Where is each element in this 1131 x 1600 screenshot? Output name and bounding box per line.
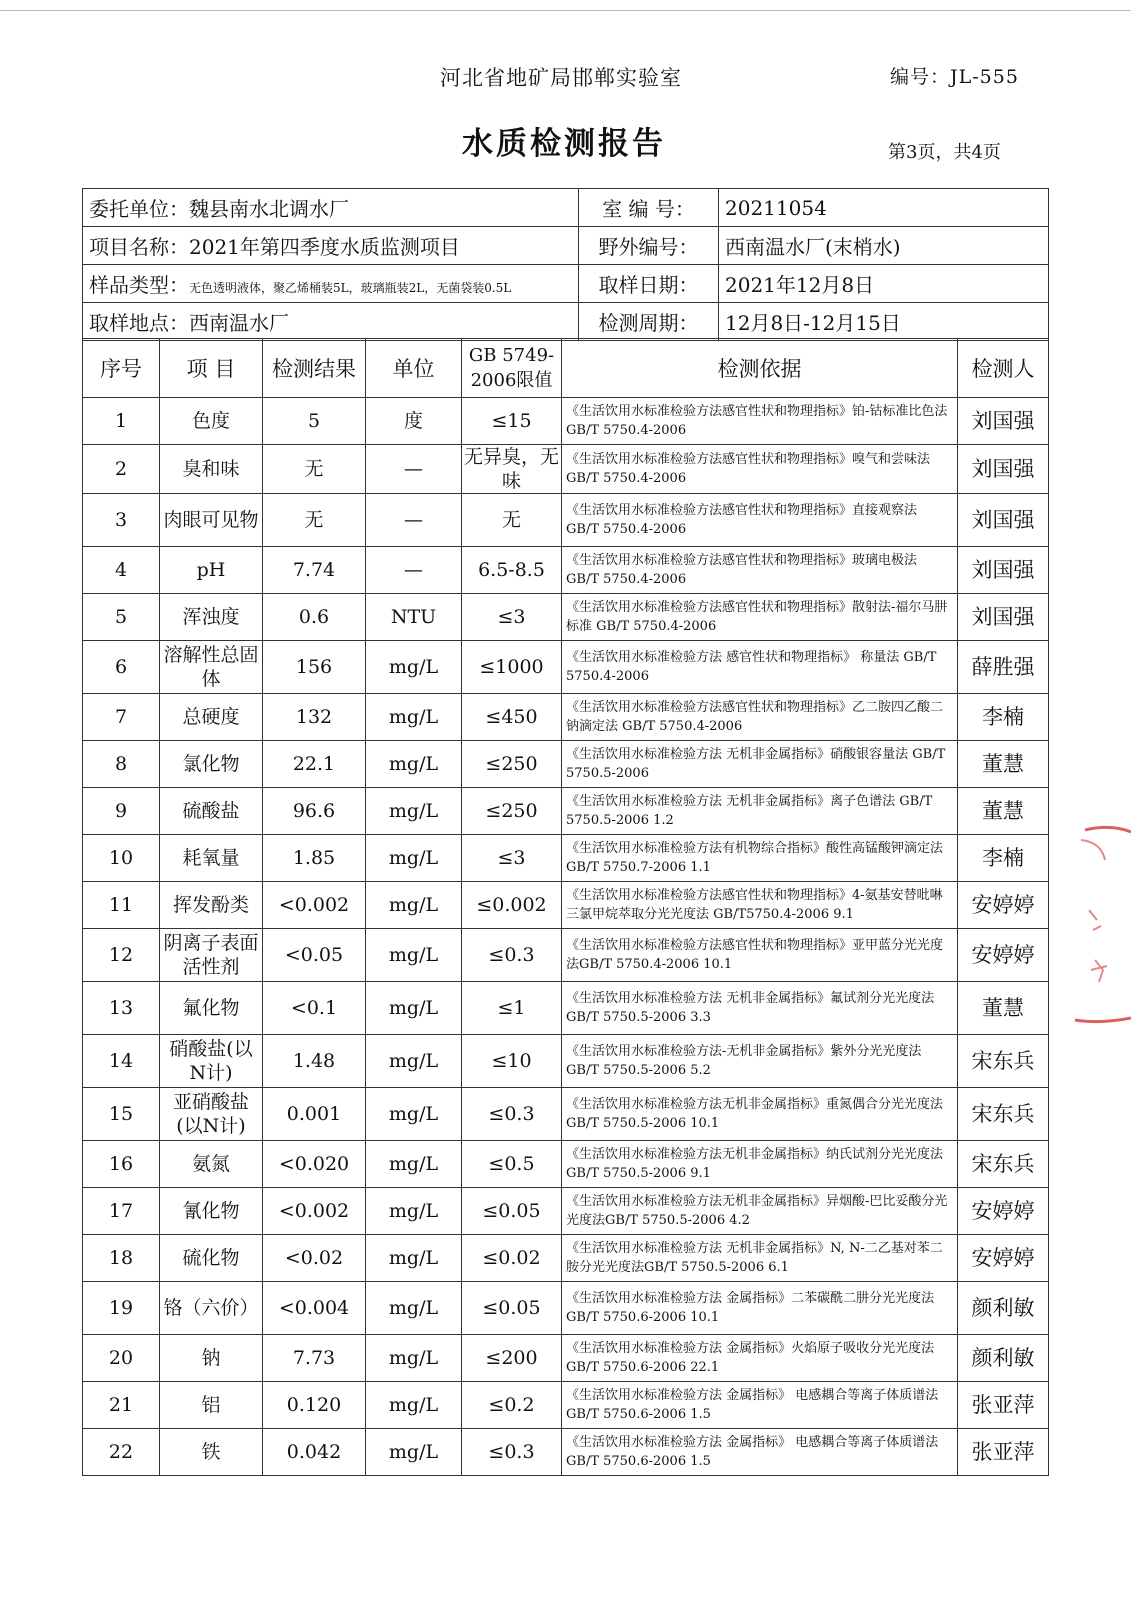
unit-value: mg/L (366, 1235, 462, 1282)
item-name: 溶解性总固体 (160, 641, 263, 694)
result-value: <0.002 (263, 1188, 366, 1235)
result-value: 1.85 (263, 835, 366, 882)
table-row (83, 1188, 1049, 1235)
limit-value: ≤1000 (462, 641, 562, 694)
tester-name: 董慧 (958, 741, 1049, 788)
limit-value: ≤0.3 (462, 1429, 562, 1476)
top-rule (0, 10, 1131, 11)
row-number: 14 (83, 1035, 160, 1088)
table-row (83, 445, 1049, 494)
col-header-result: 检测结果 (263, 339, 366, 398)
date-value: 2021年12月8日 (719, 265, 1049, 303)
result-value: 0.001 (263, 1088, 366, 1141)
item-name: 氟化物 (160, 982, 263, 1035)
table-row (83, 835, 1049, 882)
item-name: pH (160, 547, 263, 594)
site-label: 取样地点： (89, 311, 189, 335)
item-name: 阴离子表面活性剂 (160, 929, 263, 982)
limit-value: ≤450 (462, 694, 562, 741)
result-value: <0.05 (263, 929, 366, 982)
method-text: 《生活饮用水标准检验方法感官性状和物理指标》嗅气和尝味法 GB/T 5750.4-2006 (562, 445, 958, 494)
col-header-limit: GB 5749-2006限值 (462, 339, 562, 398)
result-value: 7.73 (263, 1335, 366, 1382)
row-number: 21 (83, 1382, 160, 1429)
limit-value: ≤0.05 (462, 1282, 562, 1335)
field-label: 野外编号： (579, 227, 719, 265)
tester-name: 董慧 (958, 982, 1049, 1035)
result-value: 1.48 (263, 1035, 366, 1088)
limit-value: ≤0.3 (462, 1088, 562, 1141)
method-text: 《生活饮用水标准检验方法感官性状和物理指标》亚甲蓝分光光度法GB/T 5750.4-2006 10.1 (562, 929, 958, 982)
row-number: 3 (83, 494, 160, 547)
tester-name: 宋东兵 (958, 1088, 1049, 1141)
unit-value: mg/L (366, 929, 462, 982)
period-value: 12月8日-12月15日 (719, 303, 1049, 341)
table-row (83, 1035, 1049, 1088)
info-row (83, 303, 1049, 341)
field-value: 西南温水厂(末梢水) (719, 227, 1049, 265)
method-text: 《生活饮用水标准检验方法感官性状和物理指标》4-氨基安替吡啉三氯甲烷萃取分光光度法 GB/T5750.4-2006 9.1 (562, 882, 958, 929)
client-label: 委托单位： (89, 197, 189, 221)
limit-value: 6.5-8.5 (462, 547, 562, 594)
method-text: 《生活饮用水标准检验方法感官性状和物理指标》乙二胺四乙酸二钠滴定法 GB/T 5750.4-2006 (562, 694, 958, 741)
tester-name: 刘国强 (958, 547, 1049, 594)
col-header-unit: 单位 (366, 339, 462, 398)
row-number: 16 (83, 1141, 160, 1188)
table-row (83, 1235, 1049, 1282)
limit-value: ≤0.02 (462, 1235, 562, 1282)
item-name: 挥发酚类 (160, 882, 263, 929)
result-value: <0.002 (263, 882, 366, 929)
unit-value: — (366, 494, 462, 547)
col-header-item: 项 目 (160, 339, 263, 398)
row-number: 9 (83, 788, 160, 835)
table-row (83, 1429, 1049, 1476)
method-text: 《生活饮用水标准检验方法 无机非金属指标》N, N-二乙基对苯二胺分光光度法GB/T 5750.5-2006 6.1 (562, 1235, 958, 1282)
row-number: 19 (83, 1282, 160, 1335)
unit-value: mg/L (366, 741, 462, 788)
unit-value: mg/L (366, 882, 462, 929)
item-name: 钠 (160, 1335, 263, 1382)
site-value: 西南温水厂 (189, 311, 289, 335)
row-number: 17 (83, 1188, 160, 1235)
table-row (83, 594, 1049, 641)
item-name: 肉眼可见物 (160, 494, 263, 547)
table-row (83, 1088, 1049, 1141)
row-number: 20 (83, 1335, 160, 1382)
unit-value: NTU (366, 594, 462, 641)
method-text: 《生活饮用水标准检验方法有机物综合指标》酸性高锰酸钾滴定法 GB/T 5750.7-2006 1.1 (562, 835, 958, 882)
result-value: 156 (263, 641, 366, 694)
limit-value: ≤1 (462, 982, 562, 1035)
client-cell (83, 189, 579, 227)
method-text: 《生活饮用水标准检验方法 无机非金属指标》离子色谱法 GB/T 5750.5-2006 1.2 (562, 788, 958, 835)
method-text: 《生活饮用水标准检验方法感官性状和物理指标》铂-钴标准比色法 GB/T 5750.4-2006 (562, 398, 958, 445)
limit-value: ≤250 (462, 741, 562, 788)
limit-value: ≤250 (462, 788, 562, 835)
limit-value: 无 (462, 494, 562, 547)
room-value: 20211054 (719, 189, 1049, 227)
result-value: <0.02 (263, 1235, 366, 1282)
unit-value: 度 (366, 398, 462, 445)
tester-name: 安婷婷 (958, 929, 1049, 982)
unit-value: mg/L (366, 694, 462, 741)
info-row (83, 227, 1049, 265)
result-value: <0.004 (263, 1282, 366, 1335)
unit-value: mg/L (366, 1188, 462, 1235)
row-number: 12 (83, 929, 160, 982)
method-text: 《生活饮用水标准检验方法感官性状和物理指标》直接观察法 GB/T 5750.4-2006 (562, 494, 958, 547)
tester-name: 刘国强 (958, 398, 1049, 445)
item-name: 硝酸盐(以N计) (160, 1035, 263, 1088)
row-number: 22 (83, 1429, 160, 1476)
tester-name: 颜利敏 (958, 1282, 1049, 1335)
item-name: 总硬度 (160, 694, 263, 741)
col-header-method: 检测依据 (562, 339, 958, 398)
row-number: 15 (83, 1088, 160, 1141)
unit-value: mg/L (366, 1035, 462, 1088)
item-name: 硫化物 (160, 1235, 263, 1282)
unit-value: — (366, 547, 462, 594)
limit-value: ≤15 (462, 398, 562, 445)
info-row (83, 265, 1049, 303)
method-text: 《生活饮用水标准检验方法-无机非金属指标》紫外分光光度法GB/T 5750.5-2006 5.2 (562, 1035, 958, 1088)
result-value: 0.6 (263, 594, 366, 641)
row-number: 11 (83, 882, 160, 929)
table-row (83, 1335, 1049, 1382)
unit-value: mg/L (366, 1429, 462, 1476)
table-row (83, 982, 1049, 1035)
result-value: 0.120 (263, 1382, 366, 1429)
result-value: 无 (263, 445, 366, 494)
project-label: 项目名称： (89, 235, 189, 259)
item-name: 硫酸盐 (160, 788, 263, 835)
unit-value: mg/L (366, 835, 462, 882)
project-cell (83, 227, 579, 265)
result-value: 96.6 (263, 788, 366, 835)
tester-name: 颜利敏 (958, 1335, 1049, 1382)
table-row (83, 1282, 1049, 1335)
result-value: 0.042 (263, 1429, 366, 1476)
method-text: 《生活饮用水标准检验方法 金属指标》二苯碳酰二肼分光光度法GB/T 5750.6-2006 10.1 (562, 1282, 958, 1335)
results-table (82, 338, 1049, 1476)
limit-value: ≤3 (462, 835, 562, 882)
item-name: 氰化物 (160, 1188, 263, 1235)
method-text: 《生活饮用水标准检验方法感官性状和物理指标》散射法-福尔马肼标准 GB/T 5750.4-2006 (562, 594, 958, 641)
lab-name: 河北省地矿局邯郸实验室 (440, 66, 682, 90)
limit-value: ≤0.2 (462, 1382, 562, 1429)
method-text: 《生活饮用水标准检验方法 金属指标》 电感耦合等离子体质谱法 GB/T 5750.6-2006 1.5 (562, 1382, 958, 1429)
item-name: 色度 (160, 398, 263, 445)
tester-name: 刘国强 (958, 494, 1049, 547)
col-header-person: 检测人 (958, 339, 1049, 398)
page-indicator: 第3页，共4页 (888, 142, 1001, 163)
table-row (83, 494, 1049, 547)
row-number: 1 (83, 398, 160, 445)
date-label: 取样日期： (579, 265, 719, 303)
tester-name: 安婷婷 (958, 1235, 1049, 1282)
method-text: 《生活饮用水标准检验方法感官性状和物理指标》玻璃电极法 GB/T 5750.4-2006 (562, 547, 958, 594)
unit-value: mg/L (366, 982, 462, 1035)
result-value: 5 (263, 398, 366, 445)
table-row (83, 1382, 1049, 1429)
site-cell (83, 303, 579, 341)
limit-value: ≤0.002 (462, 882, 562, 929)
tester-name: 李楠 (958, 835, 1049, 882)
unit-value: mg/L (366, 1141, 462, 1188)
item-name: 铬（六价） (160, 1282, 263, 1335)
tester-name: 李楠 (958, 694, 1049, 741)
tester-name: 薛胜强 (958, 641, 1049, 694)
limit-value: ≤0.05 (462, 1188, 562, 1235)
table-row (83, 741, 1049, 788)
tester-name: 张亚萍 (958, 1429, 1049, 1476)
result-value: <0.020 (263, 1141, 366, 1188)
table-row (83, 929, 1049, 982)
table-row (83, 641, 1049, 694)
limit-value: ≤200 (462, 1335, 562, 1382)
table-row (83, 694, 1049, 741)
method-text: 《生活饮用水标准检验方法 金属指标》 电感耦合等离子体质谱法 GB/T 5750.6-2006 1.5 (562, 1429, 958, 1476)
project-value: 2021年第四季度水质监测项目 (189, 235, 460, 259)
col-header-no: 序号 (83, 339, 160, 398)
table-row (83, 398, 1049, 445)
limit-value: ≤10 (462, 1035, 562, 1088)
result-value: 22.1 (263, 741, 366, 788)
limit-value: ≤0.3 (462, 929, 562, 982)
table-row (83, 547, 1049, 594)
unit-value: mg/L (366, 1282, 462, 1335)
item-name: 亚硝酸盐(以N计) (160, 1088, 263, 1141)
sample-label: 样品类型： (89, 273, 189, 297)
tester-name: 安婷婷 (958, 1188, 1049, 1235)
item-name: 氨氮 (160, 1141, 263, 1188)
sample-cell (83, 265, 579, 303)
table-row (83, 1141, 1049, 1188)
method-text: 《生活饮用水标准检验方法 金属指标》火焰原子吸收分光光度法GB/T 5750.6-2006 22.1 (562, 1335, 958, 1382)
info-table (82, 188, 1049, 341)
item-name: 浑浊度 (160, 594, 263, 641)
method-text: 《生活饮用水标准检验方法无机非金属指标》异烟酸-巴比妥酸分光光度法GB/T 5750.5-2006 4.2 (562, 1188, 958, 1235)
row-number: 8 (83, 741, 160, 788)
unit-value: mg/L (366, 1088, 462, 1141)
unit-value: mg/L (366, 641, 462, 694)
method-text: 《生活饮用水标准检验方法无机非金属指标》纳氏试剂分光光度法GB/T 5750.5-2006 9.1 (562, 1141, 958, 1188)
document-number: 编号：JL-555 (890, 66, 1019, 88)
item-name: 耗氧量 (160, 835, 263, 882)
method-text: 《生活饮用水标准检验方法 感官性状和物理指标》 称量法 GB/T 5750.4-2006 (562, 641, 958, 694)
method-text: 《生活饮用水标准检验方法无机非金属指标》重氮偶合分光光度法GB/T 5750.5-2006 10.1 (562, 1088, 958, 1141)
item-name: 氯化物 (160, 741, 263, 788)
result-value: <0.1 (263, 982, 366, 1035)
row-number: 18 (83, 1235, 160, 1282)
result-value: 7.74 (263, 547, 366, 594)
limit-value: ≤3 (462, 594, 562, 641)
table-row (83, 882, 1049, 929)
room-label: 室 编 号： (579, 189, 719, 227)
client-value: 魏县南水北调水厂 (189, 197, 349, 221)
row-number: 2 (83, 445, 160, 494)
row-number: 13 (83, 982, 160, 1035)
row-number: 4 (83, 547, 160, 594)
unit-value: mg/L (366, 1382, 462, 1429)
result-value: 132 (263, 694, 366, 741)
item-name: 铁 (160, 1429, 263, 1476)
tester-name: 张亚萍 (958, 1382, 1049, 1429)
info-row (83, 189, 1049, 227)
method-text: 《生活饮用水标准检验方法 无机非金属指标》氟试剂分光光度法GB/T 5750.5-2006 3.3 (562, 982, 958, 1035)
unit-value: — (366, 445, 462, 494)
sample-value: 无色透明液体，聚乙烯桶装5L，玻璃瓶装2L，无菌袋装0.5L (189, 281, 512, 295)
report-title: 水质检测报告 (462, 126, 666, 162)
item-name: 臭和味 (160, 445, 263, 494)
header-row (83, 339, 1049, 398)
limit-value: 无异臭，无味 (462, 445, 562, 494)
tester-name: 宋东兵 (958, 1035, 1049, 1088)
row-number: 5 (83, 594, 160, 641)
method-text: 《生活饮用水标准检验方法 无机非金属指标》硝酸银容量法 GB/T 5750.5-2006 (562, 741, 958, 788)
row-number: 7 (83, 694, 160, 741)
table-row (83, 788, 1049, 835)
item-name: 铝 (160, 1382, 263, 1429)
unit-value: mg/L (366, 1335, 462, 1382)
tester-name: 董慧 (958, 788, 1049, 835)
red-seal-stamp (1071, 820, 1131, 1030)
period-label: 检测周期： (579, 303, 719, 341)
row-number: 6 (83, 641, 160, 694)
tester-name: 宋东兵 (958, 1141, 1049, 1188)
tester-name: 安婷婷 (958, 882, 1049, 929)
limit-value: ≤0.5 (462, 1141, 562, 1188)
result-value: 无 (263, 494, 366, 547)
row-number: 10 (83, 835, 160, 882)
unit-value: mg/L (366, 788, 462, 835)
tester-name: 刘国强 (958, 594, 1049, 641)
tester-name: 刘国强 (958, 445, 1049, 494)
